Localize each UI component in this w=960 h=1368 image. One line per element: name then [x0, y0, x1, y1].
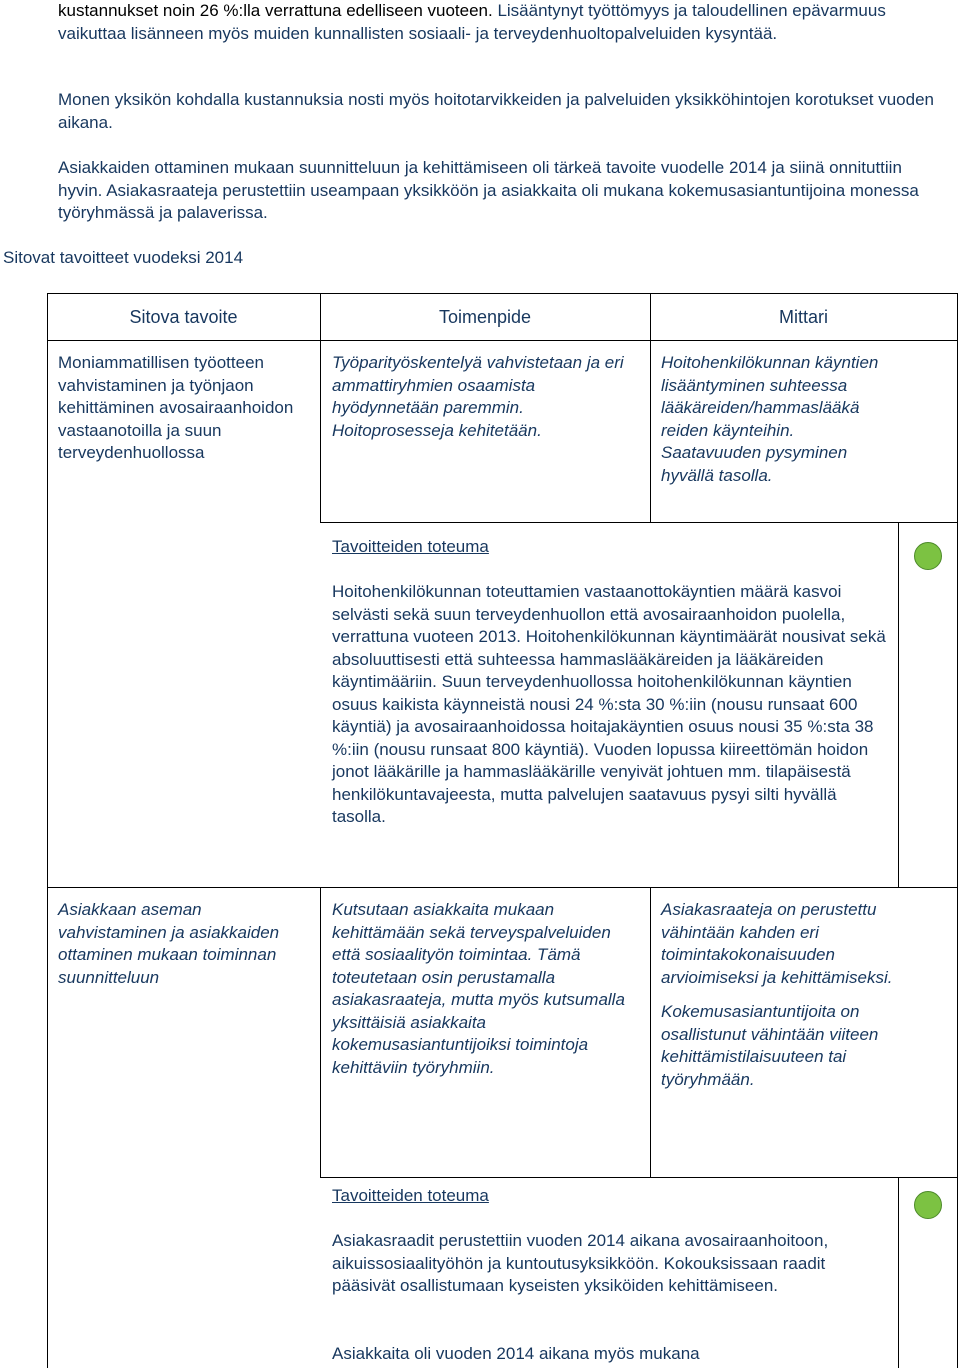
- green-status-icon: [914, 1191, 942, 1219]
- row2-action: Kutsutaan asiakkaita mukaan kehittämään sekä terveyspalveluiden että sosiaalityön toimintaa. Tämä toteutetaan osin perustamalla asiakasraateja, mutta myös kutsumalla yksittäisiä asiakkaita kokemusasiantuntijoiksi toimintoja kehittäviin työryhmiin.: [332, 900, 625, 1077]
- row1-goal: Moniammatillisen työotteen vahvistaminen ja työnjaon kehittäminen avosairaanhoidon vastaanotoilla ja suun terveydenhuollossa: [58, 353, 294, 462]
- row1-result-label: Tavoitteiden toteuma: [332, 537, 489, 556]
- row2-metric-b: Kokemusasiantuntijoita on osallistunut vähintään viiteen kehittämistilaisuuteen tai työryhmään.: [661, 1002, 879, 1089]
- green-status-icon: [914, 542, 942, 570]
- row1-action: Työparityöskentelyä vahvistetaan ja eri ammattiryhmien osaamista hyödynnetään paremmin. Hoitoprosesseja kehitetään.: [332, 353, 624, 440]
- row2-goal: Asiakkaan aseman vahvistaminen ja asiakkaiden ottaminen mukaan toiminnan suunnitteluun: [58, 900, 280, 987]
- intro-p1-rest: Lisääntynyt työttömyys ja taloudellinen epävarmuus vaikuttaa lisänneen myös muiden kunnallisten sosiaali- ja terveydenhuoltopalveluiden kysyntää.: [58, 1, 886, 43]
- row2-metric-a: Asiakasraateja on perustettu vähintään kahden eri toimintakokonaisuuden arvioimiseksi ja kehittämiseksi.: [661, 900, 893, 987]
- row2-result-label: Tavoitteiden toteuma: [332, 1186, 489, 1205]
- intro-p3-a: Asiakkaiden ottaminen mukaan suunnitteluun ja kehittämiseen oli tärkeä tavoite vuodelle 2014 ja siinä onnituttiin hyvin.: [58, 158, 902, 200]
- row2-metric: [661, 899, 896, 1091]
- intro-p1-lead: kustannukset noin 26 %:lla verrattuna edelliseen vuoteen.: [58, 1, 498, 20]
- row1-result-text: Hoitohenkilökunnan toteuttamien vastaanottokäyntien määrä kasvoi selvästi sekä suun terveydenhuollon että avosairaanhoidon puolella, verrattuna vuoteen 2013. Hoitohenkilökunnan käyntimäärät nousivat sekä absoluuttisesti että suhteessa hammaslääkäreiden ja lääkäreiden käyntimääriin. Suun terveydenhuollossa hoitohenkilökunnan käyntien osuus kaikista käynneistä nousi 24 %:sta 30 %:iin (nousu runsaat 600 käyntiä) ja avosairaanhoidossa hoitajakäyntien osuus nousi 35 %:sta 38 %:iin (nousu runsaat 800 käyntiä). Vuoden lopussa kiireettömän hoidon jonot lääkärille ja hammaslääkärille venyivät johtuen mm. tilapäisestä henkilökuntavajeesta, mutta palvelujen saatavuus pysyi silti hyvällä tasolla.: [332, 582, 886, 826]
- intro-paragraph-2: Monen yksikön kohdalla kustannuksia nosti myös hoitotarvikkeiden ja palveluiden yksikköhintojen korotukset vuoden aikana.: [58, 90, 934, 132]
- row2-result-text-2: Asiakkaita oli vuoden 2014 aikana myös mukana: [332, 1344, 700, 1363]
- row2-result-text: Asiakasraadit perustettiin vuoden 2014 aikana avosairaanhoitoon, aikuissosiaalityöhön ja kuntoutusyksikköön. Kokouksissaan raadit pääsivät osallistumaan kyseisten yksiköiden kehittämiseen.: [332, 1231, 829, 1295]
- intro-paragraph-1: [58, 0, 938, 45]
- header-metric: Mittari: [779, 307, 828, 327]
- intro-p3-b: Asiakasraateja perustettiin useampaan yksikköön ja asiakkaita oli mukana kokemusasiantuntijoina monessa työryhmässä ja palaverissa.: [58, 180, 919, 222]
- row1-metric: Hoitohenkilökunnan käyntien lisääntyminen suhteessa lääkäreiden/hammaslääkä reiden käynteihin. Saatavuuden pysyminen hyvällä tasolla.: [661, 353, 879, 485]
- header-action: Toimenpide: [438, 307, 532, 327]
- intro-paragraph-3: [58, 157, 938, 225]
- section-title: Sitovat tavoitteet vuodeksi 2014: [3, 248, 244, 267]
- header-goal: Sitova tavoite: [129, 307, 238, 327]
